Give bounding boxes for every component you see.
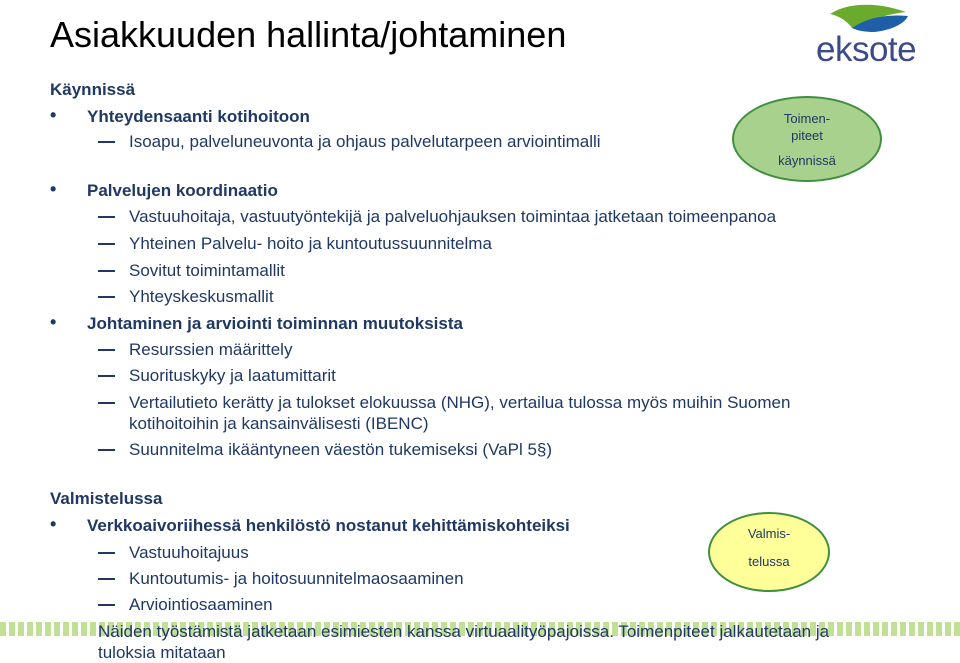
dash-icon xyxy=(98,270,115,272)
status-badge-valmistelussa: Valmis- telussa xyxy=(708,512,830,592)
section-heading-kaynnissa: Käynnissä xyxy=(50,80,136,99)
bullet-icon: • xyxy=(50,514,57,534)
dash-icon xyxy=(98,552,115,554)
bullet-icon: • xyxy=(50,179,57,199)
logo-text: eksote xyxy=(816,30,917,69)
bullet-icon: • xyxy=(50,105,57,125)
section-heading-valmistelussa: Valmistelussa xyxy=(50,489,163,508)
dash-icon xyxy=(98,141,115,143)
dash-icon xyxy=(98,349,115,351)
dash-icon xyxy=(98,402,115,404)
dash-icon xyxy=(98,449,115,451)
dash-icon xyxy=(98,296,115,298)
status-badge-kaynnissa: Toimen- piteet käynnissä xyxy=(732,96,882,182)
footer-note: Näiden työstämistä jatketaan esimiesten kanssa virtuaalityöpajoissa. Toimenpiteet jalkautetaan ja tuloksia mitataan xyxy=(98,622,830,662)
page-title: Asiakkuuden hallinta/johtaminen xyxy=(50,14,567,55)
dash-icon xyxy=(98,604,115,606)
dash-icon xyxy=(98,578,115,580)
bullet-icon: • xyxy=(50,312,57,332)
dash-icon xyxy=(98,216,115,218)
dash-icon xyxy=(98,243,115,245)
dash-icon xyxy=(98,375,115,377)
